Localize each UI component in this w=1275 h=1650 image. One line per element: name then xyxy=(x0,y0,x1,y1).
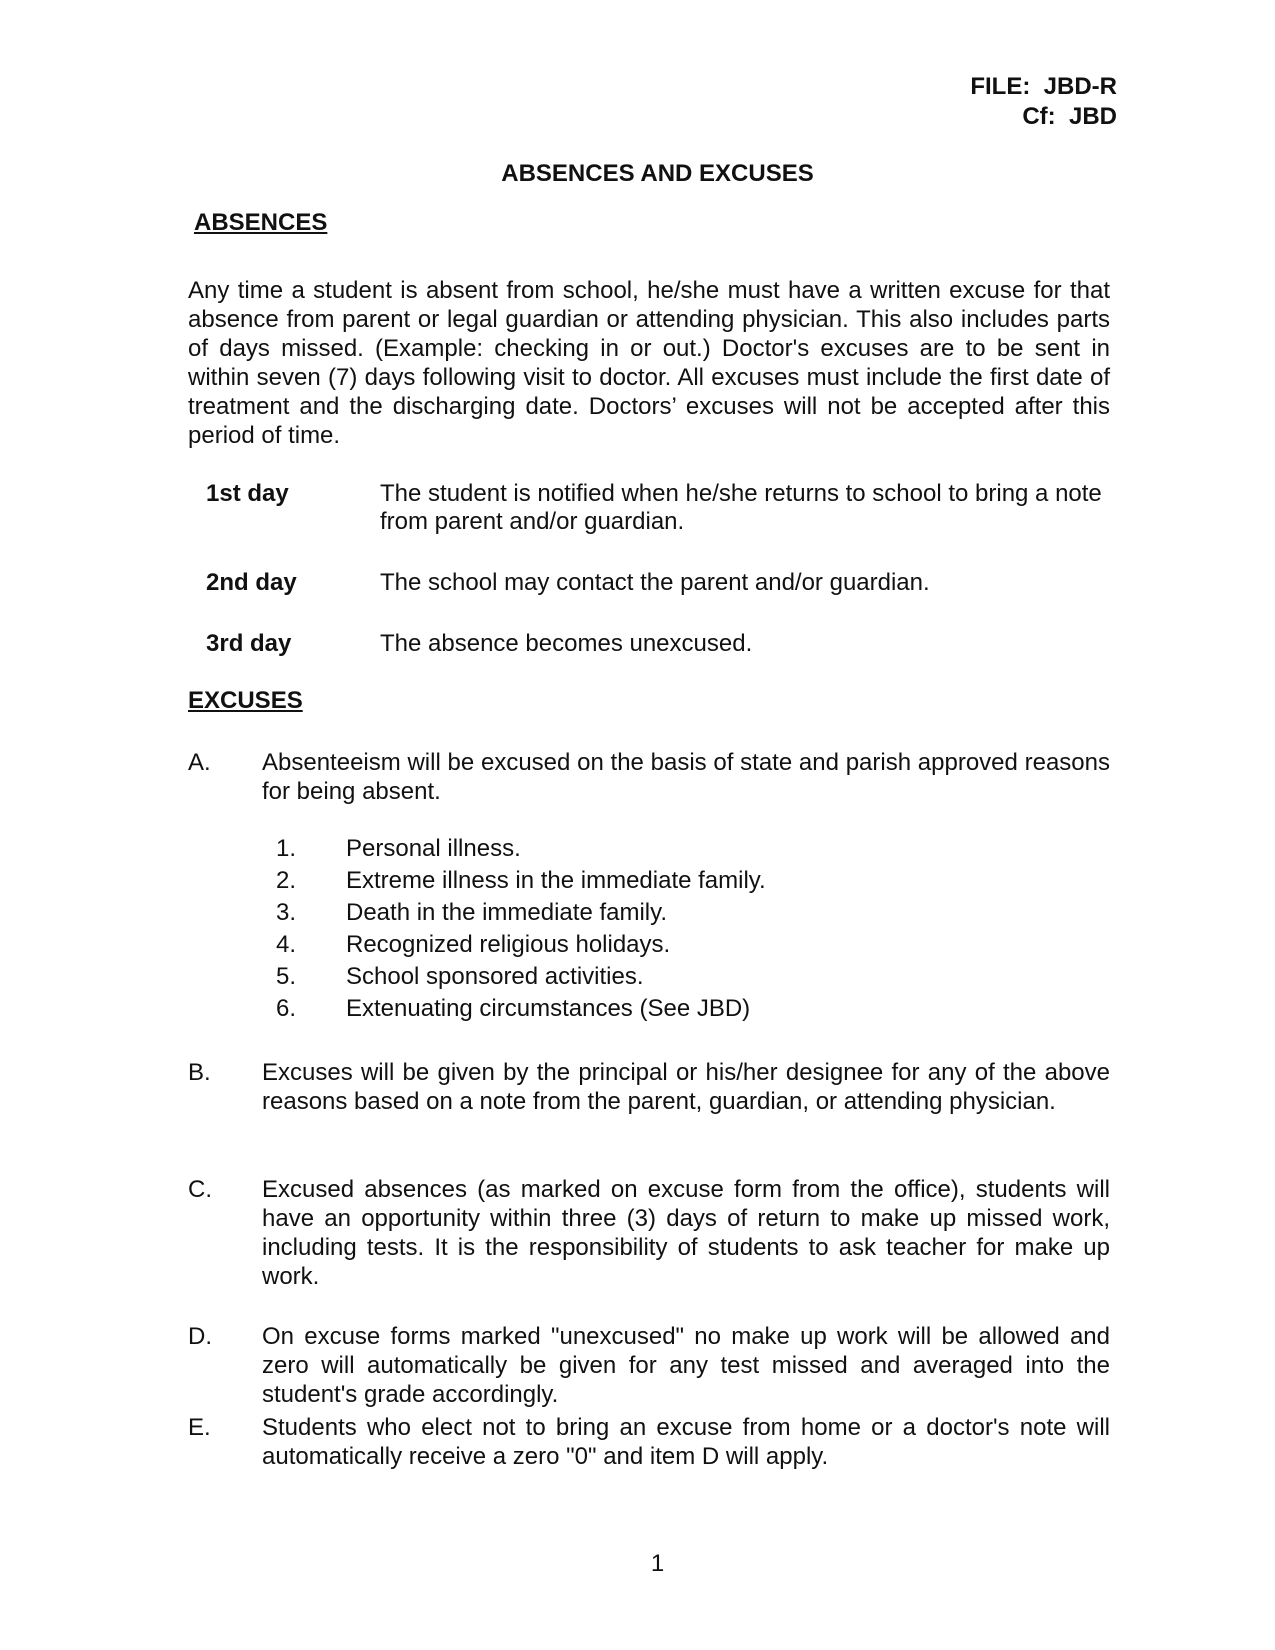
cross-reference: Cf: JBD xyxy=(1022,103,1117,130)
reason-number: 3. xyxy=(276,899,297,926)
absences-paragraph: Any time a student is absent from school, he/she must have a written excuse for that absence from parent or legal guardian or attending physician. This also includes parts of days missed. (Example: checking in or out.) Doctor's excuses are to be sent in within seven (7) days following visit to doctor. All excuses must include the first date of treatment and the discharging date. Doctors’ excuses will not be accepted after this period of time. xyxy=(188,277,1110,449)
reason-number: 2. xyxy=(276,867,297,894)
reason-text: Recognized religious holidays. xyxy=(346,931,671,958)
reason-text: Extreme illness in the immediate family. xyxy=(346,867,766,894)
item-text: Excuses will be given by the principal or his/her designee for any of the above reasons based on a note from the parent, guardian, or attending physician. xyxy=(262,1059,1110,1115)
day-text: The student is notified when he/she returns to school to bring a note from parent and/or guardian. xyxy=(380,480,1122,535)
reason-text: Extenuating circumstances (See JBD) xyxy=(346,995,751,1022)
item-text: Absenteeism will be excused on the basis of state and parish approved reasons for being absent. xyxy=(262,749,1110,805)
day-text: The school may contact the parent and/or guardian. xyxy=(380,569,930,596)
document-title: ABSENCES AND EXCUSES xyxy=(501,160,814,187)
reason-text: School sponsored activities. xyxy=(346,963,644,990)
day-label: 2nd day xyxy=(206,569,297,596)
reason-number: 6. xyxy=(276,995,297,1022)
reason-number: 4. xyxy=(276,931,297,958)
item-letter: B. xyxy=(188,1059,211,1086)
reason-number: 1. xyxy=(276,835,297,862)
item-letter: C. xyxy=(188,1176,212,1203)
day-label: 3rd day xyxy=(206,630,292,657)
day-text: The absence becomes unexcused. xyxy=(380,630,753,657)
reason-text: Death in the immediate family. xyxy=(346,899,668,926)
excuses-heading: EXCUSES xyxy=(188,687,303,714)
file-code: FILE: JBD-R xyxy=(970,73,1117,100)
reason-number: 5. xyxy=(276,963,297,990)
item-text: On excuse forms marked "unexcused" no make up work will be allowed and zero will automatically be given for any test missed and averaged into the student's grade accordingly. xyxy=(262,1323,1110,1408)
day-label: 1st day xyxy=(206,480,289,507)
file-reference xyxy=(970,72,1117,132)
item-text: Students who elect not to bring an excuse from home or a doctor's note will automatically receive a zero "0" and item D will apply. xyxy=(262,1414,1110,1470)
absences-heading: ABSENCES xyxy=(194,209,328,236)
page-number: 1 xyxy=(650,1550,665,1577)
item-letter: A. xyxy=(188,749,211,776)
reason-text: Personal illness. xyxy=(346,835,521,862)
item-text: Excused absences (as marked on excuse form from the office), students will have an opportunity within three (3) days of return to make up missed work, including tests. It is the responsibility of students to ask teacher for make up work. xyxy=(262,1176,1110,1290)
item-letter: E. xyxy=(188,1414,211,1441)
item-letter: D. xyxy=(188,1323,212,1350)
